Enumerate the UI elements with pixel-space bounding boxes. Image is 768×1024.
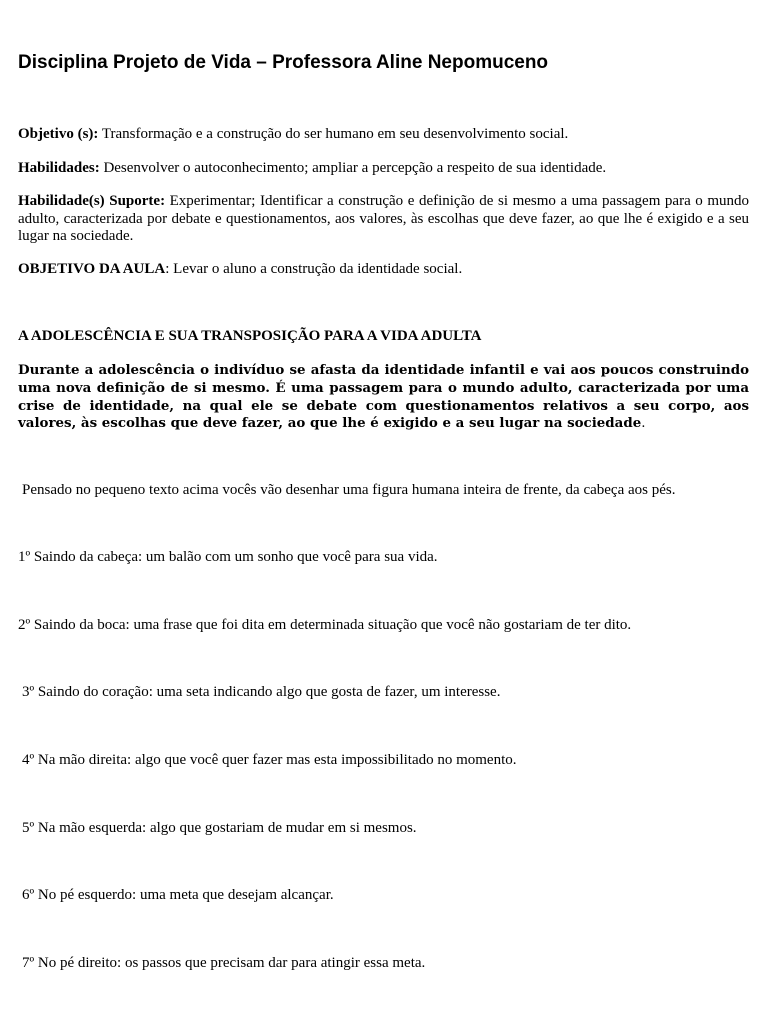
support-skills-label: Habilidade(s) Suporte:: [18, 193, 166, 209]
intro-paragraph: [18, 362, 749, 433]
step-item-heart: 3º Saindo do coração: uma seta indicando algo que gosta de fazer, um interesse.: [22, 684, 501, 700]
intro-text: Durante a adolescência o indivíduo se afasta da identidade infantil e vai aos poucos construindo uma nova definição de si mesmo. É uma passagem para o mundo adulto, caracterizada por uma crise de identidade, na qual ele se debate com questionamentos relativos a seu corpo, aos valores, às escolhas que deve fazer, ao que lhe é exigido e a seu lugar na sociedade: [18, 362, 749, 432]
lesson-objective-label: OBJETIVO DA AULA: [18, 261, 166, 277]
step-item-left-foot: 6º No pé esquerdo: uma meta que desejam alcançar.: [22, 887, 334, 903]
support-skills-paragraph: [18, 193, 749, 246]
lesson-objective-paragraph: [18, 261, 749, 279]
drawing-instruction: Pensado no pequeno texto acima vocês vão desenhar uma figura humana inteira de frente, da cabeça aos pés.: [22, 482, 676, 498]
skills-paragraph: [18, 160, 749, 178]
objective-text: Transformação e a construção do ser humano em seu desenvolvimento social.: [98, 126, 569, 142]
intro-period: .: [641, 416, 646, 432]
page-title: Disciplina Projeto de Vida – Professora Aline Nepomuceno: [18, 52, 549, 73]
lesson-objective-text: : Levar o aluno a construção da identidade social.: [165, 261, 463, 277]
step-item-right-foot: 7º No pé direito: os passos que precisam dar para atingir essa meta.: [22, 955, 426, 971]
step-item-head: 1º Saindo da cabeça: um balão com um sonho que você para sua vida.: [18, 549, 438, 565]
step-item-left-hand: 5º Na mão esquerda: algo que gostariam de mudar em si mesmos.: [22, 820, 417, 836]
step-item-mouth: 2º Saindo da boca: uma frase que foi dita em determinada situação que você não gostariam de ter dito.: [18, 617, 632, 633]
support-skills-text: Experimentar; Identificar a construção e definição de si mesmo a uma passagem para o mundo adulto, caracterizada por debate e questionamentos, aos valores, às escolhas que deve fazer, ao que lhe é exigido e a seu lugar na sociedade.: [18, 193, 750, 244]
skills-text: Desenvolver o autoconhecimento; ampliar a percepção a respeito de sua identidade.: [99, 160, 607, 176]
skills-label: Habilidades:: [18, 160, 100, 176]
step-item-right-hand: 4º Na mão direita: algo que você quer fazer mas esta impossibilitado no momento.: [22, 752, 517, 768]
objective-label: Objetivo (s):: [18, 126, 99, 142]
objective-paragraph: [18, 126, 749, 144]
section-heading: A ADOLESCÊNCIA E SUA TRANSPOSIÇÃO PARA A VIDA ADULTA: [18, 328, 482, 344]
